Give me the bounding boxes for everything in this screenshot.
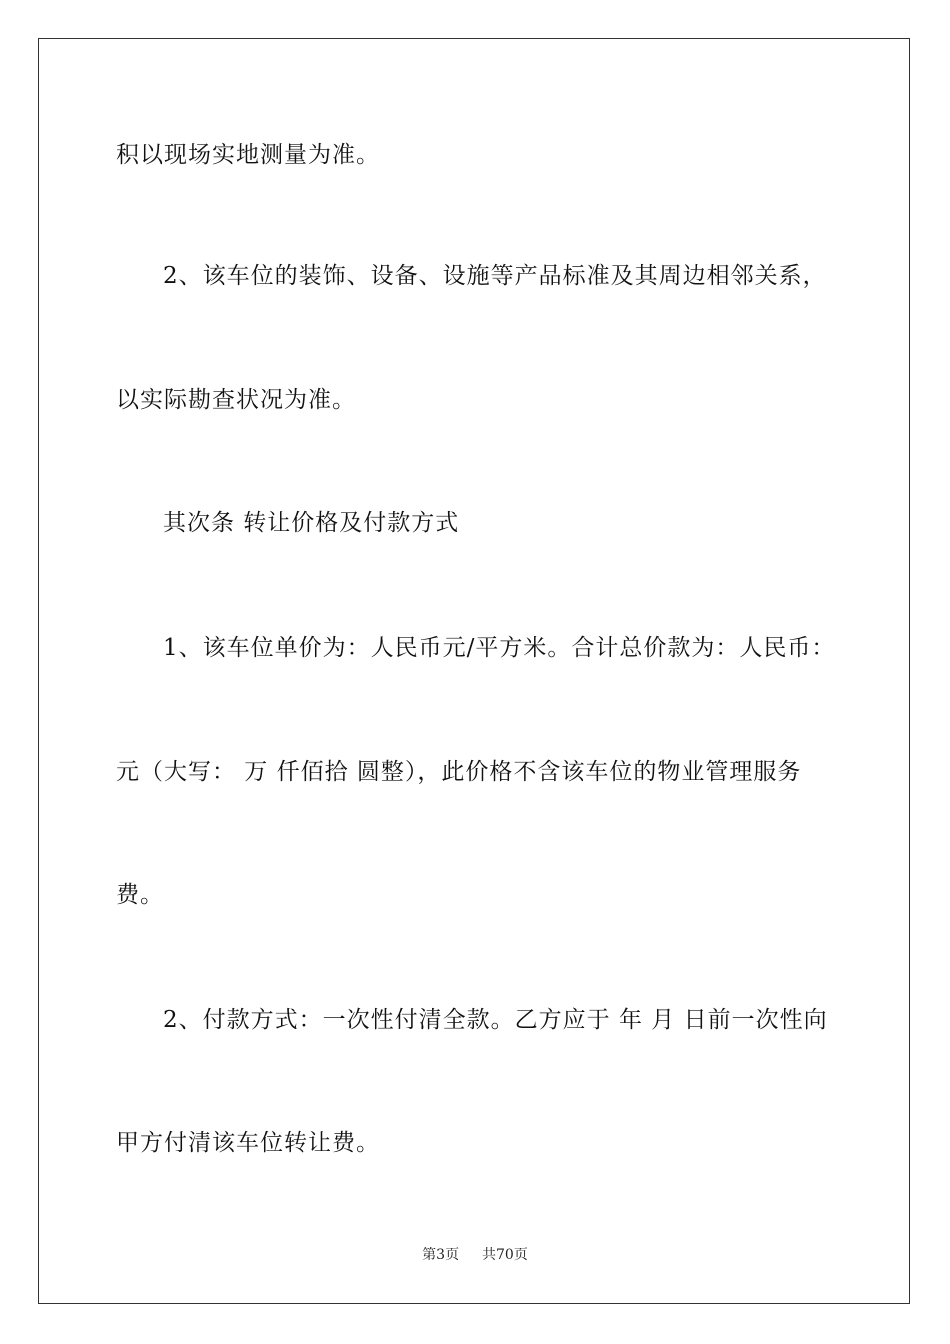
paragraph-line: 费。 [116, 882, 164, 908]
paragraph-line: 2、该车位的装饰、设备、设施等产品标准及其周边相邻关系， [163, 263, 827, 289]
page-border [38, 38, 910, 1304]
paragraph-line: 1、该车位单价为：人民币元/平方米。合计总价款为：人民币： [163, 635, 836, 661]
paragraph-line: 元（大写： 万 仟佰拾 圆整），此价格不含该车位的物业管理服务 [116, 759, 802, 785]
paragraph-line: 2、付款方式：一次性付清全款。乙方应于 年 月 日前一次性向 [163, 1007, 828, 1033]
page-footer [0, 1246, 950, 1264]
page-number: 第3页 [422, 1247, 460, 1263]
section-heading: 其次条 转让价格及付款方式 [163, 510, 460, 536]
paragraph-line: 积以现场实地测量为准。 [116, 142, 380, 168]
paragraph-line: 甲方付清该车位转让费。 [116, 1130, 380, 1156]
total-pages: 共70页 [482, 1247, 528, 1263]
paragraph-line: 以实际勘查状况为准。 [116, 387, 356, 413]
